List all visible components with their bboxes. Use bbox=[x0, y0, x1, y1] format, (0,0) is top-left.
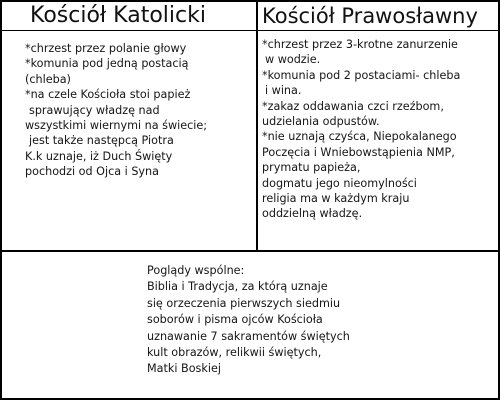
text-line: pochodzi od Ojca i Syna bbox=[25, 165, 159, 179]
text-line: uznawanie 7 sakramentów świętych bbox=[147, 329, 350, 343]
common-views-heading: Poglądy wspólne: bbox=[147, 264, 245, 277]
orthodox-church-points bbox=[262, 37, 496, 222]
text-line: *na czele Kościoła stoi papież bbox=[25, 88, 191, 102]
text-line: wszystkimi wiernymi na świecie; bbox=[25, 119, 208, 133]
orthodox-church-title: Kościół Prawosławny bbox=[262, 4, 478, 28]
text-line: *komunia pod 2 postaciami- chleba bbox=[262, 68, 461, 82]
text-line: *nie uznają czyśca, Niepokalanego bbox=[262, 130, 457, 144]
text-line: Biblia i Tradycja, za którą uznaje bbox=[147, 280, 328, 294]
text-line: w wodzie. bbox=[265, 53, 321, 67]
section-divider bbox=[0, 250, 500, 252]
text-line: Matki Boskiej bbox=[147, 362, 221, 376]
text-line: *zakaz oddawania czci rzeźbom, bbox=[262, 99, 444, 113]
text-line: (chleba) bbox=[25, 72, 71, 86]
text-line: sprawujący władzę nad bbox=[29, 103, 160, 117]
text-line: oddzielną władzę. bbox=[262, 207, 363, 221]
catholic-church-points bbox=[25, 41, 253, 180]
text-line: dogmatu jego nieomylności bbox=[262, 176, 417, 190]
text-line: *chrzest przez polanie głowy bbox=[25, 42, 187, 55]
text-line: religia ma w każdym kraju bbox=[262, 192, 410, 206]
text-line: jest także następcą Piotra bbox=[29, 134, 174, 148]
text-line: prymatu papieża, bbox=[262, 161, 361, 175]
text-line: Poczęcia i Wniebowstąpienia NMP, bbox=[262, 145, 455, 159]
text-line: kult obrazów, relikwii świętych, bbox=[147, 346, 322, 360]
column-divider bbox=[256, 0, 258, 250]
text-line: *komunia pod jedną postacią bbox=[25, 57, 189, 71]
common-views-section bbox=[147, 263, 350, 378]
catholic-church-title: Kościół Katolicki bbox=[30, 3, 206, 28]
text-line: soborów i pisma ojców Kościoła bbox=[147, 313, 323, 327]
text-line: udzielania odpustów. bbox=[262, 115, 380, 129]
left-border bbox=[0, 0, 2, 400]
text-line: się orzeczenia pierwszych siedmiu bbox=[147, 296, 341, 310]
text-line: i wina. bbox=[265, 84, 302, 98]
text-line: *chrzest przez 3-krotne zanurzenie bbox=[262, 38, 458, 51]
text-line: K.k uznaje, iż Duch Święty bbox=[25, 149, 173, 163]
